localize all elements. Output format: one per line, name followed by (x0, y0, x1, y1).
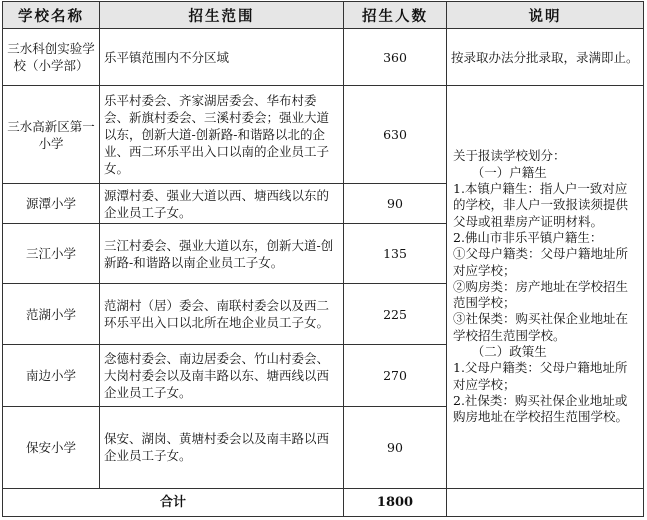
school-name: 保安小学 (3, 406, 100, 488)
note-line: 关于报读学校划分： (453, 148, 566, 164)
enrollment-count: 135 (344, 224, 447, 284)
table-row (3, 86, 644, 184)
total-row (3, 488, 644, 516)
row-note: 按录取办法分批录取，录满即止。 (447, 29, 644, 86)
header-school: 学校名称 (3, 2, 100, 29)
total-note-empty (447, 488, 644, 516)
total-value: 1800 (344, 488, 447, 516)
enrollment-count: 630 (344, 86, 447, 184)
note-line: ②购房类：房产地址在学校招生范围学校； (453, 278, 629, 311)
merged-note (447, 86, 644, 489)
enrollment-range: 范湖村（居）委会、南联村委会以及西二环乐平出入口以北所在地企业员工子女。 (100, 284, 344, 344)
school-name: 三水高新区第一小学 (3, 86, 100, 184)
note-line: 2.社保类：购买社保企业地址或购房地址在学校招生范围学校。 (453, 392, 629, 425)
note-line: ①父母户籍类：父母户籍地址所对应学校； (453, 246, 629, 278)
note-line: 1.本镇户籍生：指人户一致对应的学校，非人户一致报读须提供父母或祖辈房产证明材料。 (453, 181, 629, 229)
note-line: （二）政策生 (471, 344, 547, 360)
header-range: 招生范围 (100, 2, 344, 29)
note-line: 2.佛山市非乐平镇户籍生： (453, 229, 603, 245)
school-name: 南边小学 (3, 344, 100, 406)
enrollment-count: 90 (344, 184, 447, 224)
enrollment-range: 三江村委会、强业大道以东，创新大道-创新路-和谐路以南企业员工子女。 (100, 224, 344, 284)
enrollment-table (2, 1, 644, 517)
enrollment-count: 360 (344, 29, 447, 86)
enrollment-count: 225 (344, 284, 447, 344)
note-line: 1.父母户籍类：父母户籍地址所对应学校； (453, 360, 628, 392)
school-name: 三水科创实验学校（小学部） (3, 29, 100, 86)
header-count: 招生人数 (344, 2, 447, 29)
enrollment-count: 90 (344, 406, 447, 488)
enrollment-range: 保安、湖岗、黄塘村委会以及南丰路以西企业员工子女。 (100, 406, 344, 488)
total-label: 合计 (3, 488, 344, 516)
enrollment-range: 源潭村委、强业大道以西、塘西线以东的企业员工子女。 (100, 184, 344, 224)
note-line: （一）户籍生 (471, 164, 547, 180)
enrollment-range: 乐平镇范围内不分区域 (100, 29, 344, 86)
header-note: 说明 (447, 2, 644, 29)
school-name: 范湖小学 (3, 284, 100, 344)
enrollment-count: 270 (344, 344, 447, 406)
enrollment-range: 念德村委会、南边居委会、竹山村委会、大岗村委会以及南丰路以东、塘西线以西企业员工子女。 (100, 344, 344, 406)
table-row (3, 29, 644, 86)
note-line: ③社保类：购买社保企业地址在学校招生范围学校。 (453, 311, 629, 343)
header-row (3, 2, 644, 29)
school-name: 源潭小学 (3, 184, 100, 224)
enrollment-range: 乐平村委会、齐家湖居委会、华布村委会、新旗村委会、三溪村委会；强业大道以东，创新大道-创新路-和谐路以北的企业、西二环乐平出入口以南的企业员工子女。 (100, 86, 344, 184)
school-name: 三江小学 (3, 224, 100, 284)
